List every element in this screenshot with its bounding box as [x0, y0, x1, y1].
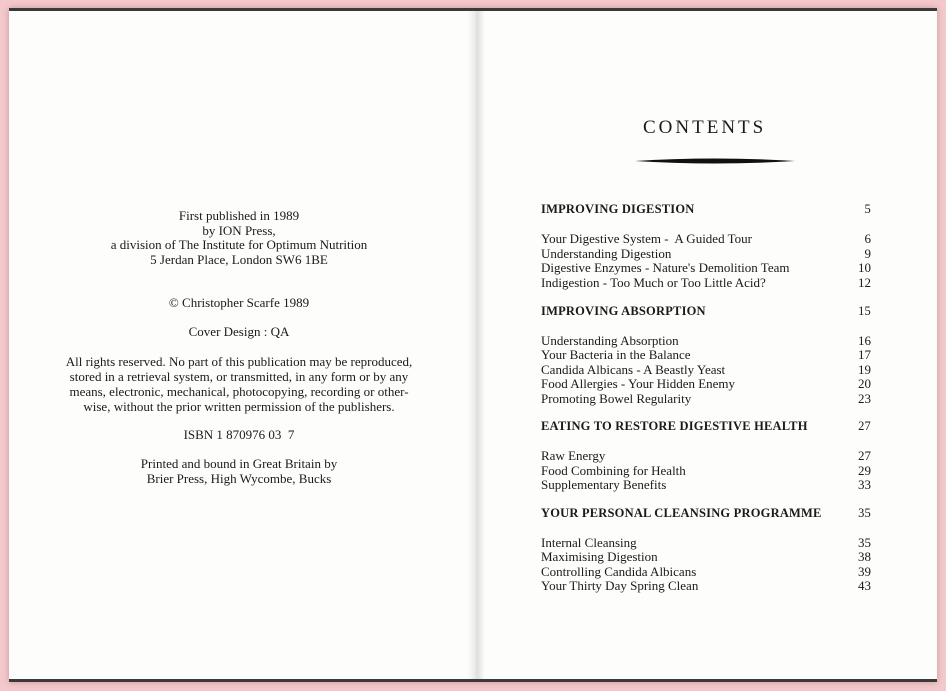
entry-page-number: 10	[858, 260, 871, 275]
rights-line: wise, without the prior written permission of the publishers.	[83, 399, 395, 414]
section-page-number: 15	[858, 304, 871, 318]
section-heading	[541, 202, 871, 217]
section-heading	[541, 419, 871, 434]
entry-title: Promoting Bowel Regularity	[541, 391, 692, 406]
section-title: EATING TO RESTORE DIGESTIVE HEALTH	[541, 419, 808, 433]
contents-entry	[541, 333, 871, 348]
entry-page-number: 27	[858, 448, 871, 463]
section-title: IMPROVING ABSORPTION	[541, 304, 706, 318]
entry-page-number: 12	[858, 275, 871, 290]
contents-page	[485, 11, 937, 679]
cover-design-line	[39, 325, 439, 340]
book-spread	[9, 8, 937, 682]
contents-entry	[541, 578, 871, 593]
entry-page-number: 33	[858, 477, 871, 492]
section-title: YOUR PERSONAL CLEANSING PROGRAMME	[541, 506, 822, 520]
contents-entry	[541, 347, 871, 362]
contents-entry	[541, 362, 871, 377]
section-heading	[541, 506, 871, 521]
contents-entry	[541, 549, 871, 564]
contents-entry	[541, 535, 871, 550]
contents-entry	[541, 260, 871, 275]
entry-title: Indigestion - Too Much or Too Little Acid?	[541, 275, 766, 290]
contents-entry	[541, 448, 871, 463]
entry-title: Candida Albicans - A Beastly Yeast	[541, 362, 726, 377]
entry-title: Internal Cleansing	[541, 535, 637, 550]
rights-line: means, electronic, mechanical, photocopying, recording or other-	[69, 384, 409, 399]
entry-page-number: 9	[864, 246, 871, 261]
entry-title: Your Thirty Day Spring Clean	[541, 578, 699, 593]
entry-page-number: 19	[858, 362, 871, 377]
rights-line: stored in a retrieval system, or transmitted, in any form or by any	[69, 369, 409, 384]
entry-page-number: 16	[858, 333, 871, 348]
printer-line: Brier Press, High Wycombe, Bucks	[146, 470, 332, 486]
cover-design-text: Cover Design : QA	[188, 324, 290, 339]
section-page-number: 27	[858, 419, 871, 433]
entry-title: Your Digestive System - A Guided Tour	[541, 231, 752, 246]
isbn-text: ISBN 1 870976 03 7	[183, 427, 295, 442]
contents-title: CONTENTS	[643, 117, 767, 138]
publisher-line: 5 Jerdan Place, London SW6 1BE	[150, 251, 328, 267]
section-title: IMPROVING DIGESTION	[541, 202, 695, 216]
contents-entry	[541, 564, 871, 579]
imprint-page	[39, 11, 439, 679]
entry-title: Maximising Digestion	[541, 549, 658, 564]
rights-line: All rights reserved. No part of this publication may be reproduced,	[65, 354, 413, 369]
contents-entry	[541, 231, 871, 246]
entry-title: Food Allergies - Your Hidden Enemy	[541, 376, 736, 391]
contents-entry	[541, 376, 871, 391]
contents-entry	[541, 391, 871, 406]
contents-entry	[541, 275, 871, 290]
entry-title: Understanding Digestion	[541, 246, 672, 261]
printer-line: Printed and bound in Great Britain by	[140, 456, 338, 471]
title-rule-ornament	[635, 157, 795, 165]
entry-page-number: 38	[858, 549, 871, 564]
entry-page-number: 6	[864, 231, 871, 246]
entry-title: Food Combining for Health	[541, 463, 686, 478]
entry-page-number: 39	[858, 564, 871, 579]
contents-entry	[541, 463, 871, 478]
entry-title: Digestive Enzymes - Nature's Demolition Team	[541, 260, 790, 275]
section-page-number: 5	[864, 202, 871, 216]
printer-block	[39, 457, 439, 486]
book-gutter	[467, 11, 485, 679]
entry-title: Understanding Absorption	[541, 333, 679, 348]
entry-title: Controlling Candida Albicans	[541, 564, 697, 579]
publisher-block	[39, 209, 439, 267]
section-heading	[541, 304, 871, 319]
contents-entry	[541, 246, 871, 261]
copyright-line	[39, 296, 439, 311]
entry-title: Your Bacteria in the Balance	[541, 347, 691, 362]
entry-title: Raw Energy	[541, 448, 606, 463]
copyright-text: © Christopher Scarfe 1989	[168, 295, 310, 310]
entry-page-number: 43	[858, 578, 871, 593]
publisher-line: a division of The Institute for Optimum Nutrition	[110, 237, 368, 252]
entry-page-number: 20	[858, 376, 871, 391]
section-page-number: 35	[858, 506, 871, 520]
entry-page-number: 35	[858, 535, 871, 550]
rights-block	[39, 354, 439, 414]
isbn-line	[39, 428, 439, 443]
contents-entry	[541, 477, 871, 492]
publisher-line: by ION Press,	[202, 222, 276, 238]
publisher-line: First published in 1989	[178, 208, 300, 223]
entry-page-number: 17	[858, 347, 871, 362]
entry-title: Supplementary Benefits	[541, 477, 667, 492]
entry-page-number: 23	[858, 391, 871, 406]
entry-page-number: 29	[858, 463, 871, 478]
